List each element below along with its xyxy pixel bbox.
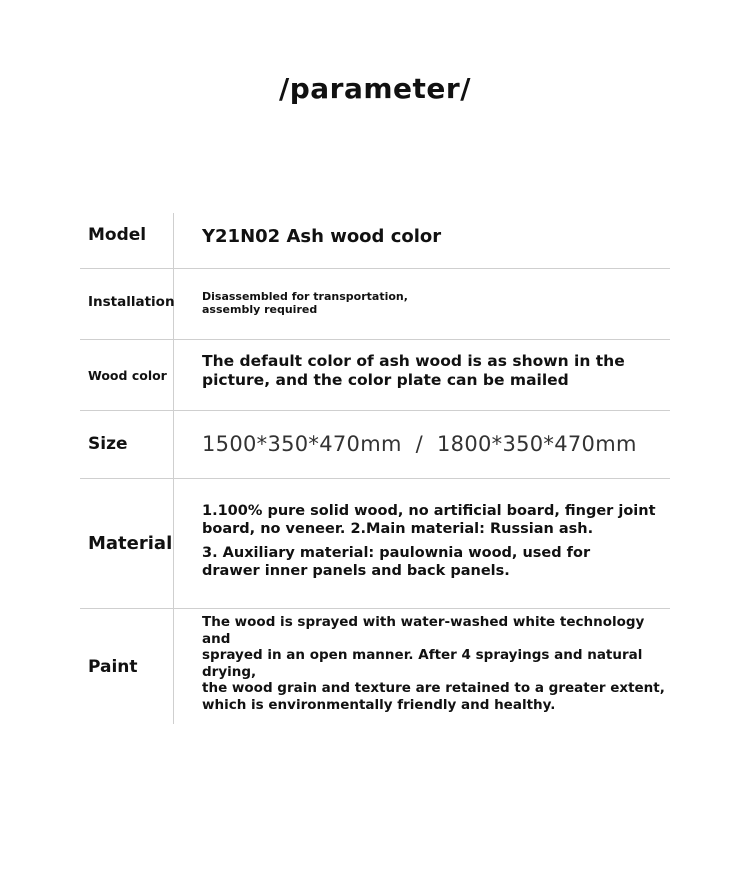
wood-color-label: Wood color: [88, 367, 167, 383]
page-title: /parameter/: [279, 72, 471, 105]
row-material: [80, 479, 670, 609]
row-size: [80, 411, 670, 479]
paint-line: The wood is sprayed with water-washed white technology and: [202, 614, 645, 647]
parameter-table: [80, 213, 670, 724]
material-line: 3. Auxiliary material: paulownia wood, used for: [202, 544, 591, 561]
row-installation: [80, 269, 670, 340]
material-paragraph: [202, 502, 670, 538]
material-line: board, no veneer. 2.Main material: Russian ash.: [202, 520, 594, 537]
installation-value: [202, 267, 670, 339]
paint-value: [202, 603, 670, 724]
row-paint: [80, 609, 670, 724]
wood-color-value-line: picture, and the color plate can be mailed: [202, 371, 569, 389]
material-line: 1.100% pure solid wood, no artificial board, finger joint: [202, 502, 656, 519]
size-value-text: 1500*350*470mm / 1800*350*470mm: [202, 431, 637, 456]
size-value: [202, 409, 670, 478]
installation-value-line: Disassembled for transportation,: [202, 290, 408, 303]
wood-color-value: [202, 332, 670, 410]
row-model: [80, 213, 670, 269]
installation-value-line: assembly required: [202, 303, 318, 316]
paint-label: Paint: [88, 656, 138, 677]
installation-label: Installation: [88, 294, 175, 310]
wood-color-value-line: The default color of ash wood is as shown in the: [202, 352, 625, 370]
size-label: Size: [88, 433, 128, 454]
model-value: Y21N02 Ash wood color: [202, 226, 442, 247]
material-label: Material: [88, 533, 173, 554]
material-value: [202, 473, 670, 608]
paint-line: which is environmentally friendly and healthy.: [202, 696, 556, 713]
material-line: drawer inner panels and back panels.: [202, 562, 510, 579]
material-paragraph: [202, 544, 670, 580]
paint-line: the wood grain and texture are retained to a greater extent,: [202, 680, 665, 696]
paint-line: sprayed in an open manner. After 4 sprayings and natural drying,: [202, 647, 643, 680]
row-wood-color: [80, 340, 670, 411]
model-label: Model: [88, 224, 147, 245]
